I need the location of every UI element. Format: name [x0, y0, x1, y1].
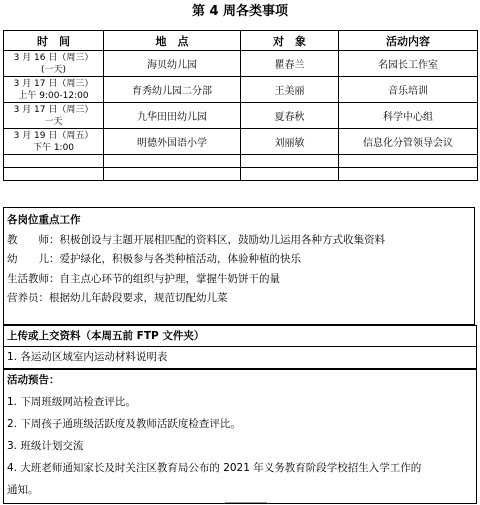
- row-duration: 一天: [44, 116, 63, 127]
- schedule-header-row: [4, 31, 478, 51]
- preview-item: 通知。: [7, 484, 39, 496]
- duty-text: 根据幼儿年龄段要求，规范切配幼儿菜: [49, 292, 228, 304]
- duty-item: [4, 250, 474, 270]
- row-time: [4, 51, 104, 77]
- row-date: 3 月 17 日（周三）: [13, 78, 94, 89]
- duty-text: 爱护绿化，积极参与各类种植活动，体验种植的快乐: [59, 253, 301, 265]
- row-time: [4, 103, 104, 129]
- row-place: 明德外国语小学: [104, 129, 241, 155]
- empty-row: [4, 155, 478, 168]
- duty-item: [4, 270, 474, 290]
- empty-row: [4, 168, 478, 181]
- row-target: 夏春秋: [241, 103, 339, 129]
- duties-heading: 各岗位重点工作: [7, 214, 81, 226]
- row-duration: 上午 9:00-12:00: [18, 90, 89, 101]
- row-activity: 音乐培训: [339, 77, 478, 103]
- header-place: 地 点: [104, 31, 241, 51]
- duty-role: 生活教师：: [7, 272, 60, 285]
- row-place: 九华田田幼儿园: [104, 103, 241, 129]
- preview-item: 1. 下周班级网站检查评比。: [7, 396, 136, 408]
- duty-text: 积极创设与主题开展相匹配的资料区，鼓励幼儿运用各种方式收集资料: [59, 233, 385, 246]
- header-activity: 活动内容: [339, 31, 478, 51]
- row-date: 3 月 16 日（周三）: [13, 52, 94, 63]
- duties-section: [3, 207, 475, 325]
- row-place: 海贝幼儿园: [104, 51, 241, 77]
- preview-item: 3. 班级计划交流: [7, 440, 84, 452]
- header-time: 时 间: [4, 31, 104, 51]
- row-target: 瞿春兰: [241, 51, 339, 77]
- duty-role: 营养员：: [7, 292, 49, 304]
- preview-section: [3, 368, 477, 504]
- table-row: [4, 103, 478, 129]
- page-title: 第 4 周各类事项: [191, 4, 289, 19]
- row-date: 3 月 19 日（周五）: [13, 130, 94, 141]
- table-row: [4, 77, 478, 103]
- preview-heading: 活动预告：: [7, 374, 60, 386]
- duty-role: 教 师：: [7, 233, 60, 246]
- row-date: 3 月 17 日（周三）: [13, 104, 94, 115]
- row-duration: 下午 1:00: [32, 142, 75, 153]
- schedule-table: [3, 30, 478, 181]
- row-activity: 名园长工作室: [339, 51, 478, 77]
- row-target: 刘丽敏: [241, 129, 339, 155]
- duty-role: 幼 儿：: [7, 253, 60, 265]
- row-activity: 信息化分管领导会议: [339, 129, 478, 155]
- duty-text: 自主点心环节的组织与护理，掌握牛奶饼干的量: [59, 272, 280, 285]
- preview-item: 4. 大班老师通知家长及时关注区教育局公布的 2021 年义务教育阶段学校招生入学工作的: [7, 462, 422, 474]
- row-target: 王美丽: [241, 77, 339, 103]
- header-target: 对 象: [241, 31, 339, 51]
- row-duration: (一天): [40, 64, 67, 75]
- duty-item: [4, 231, 474, 251]
- row-place: 育秀幼儿园二分部: [104, 77, 241, 103]
- upload-section: [3, 325, 477, 370]
- table-row: [4, 129, 478, 155]
- row-activity: 科学中心组: [339, 103, 478, 129]
- upload-item: 1. 各运动区域室内运动材料说明表: [4, 346, 476, 367]
- row-time: [4, 129, 104, 155]
- duty-item: [4, 289, 474, 309]
- footnote-divider: [225, 502, 267, 503]
- upload-heading: 上传或上交资料（本周五前 FTP 文件夹）: [7, 330, 205, 342]
- table-row: [4, 51, 478, 77]
- row-time: [4, 77, 104, 103]
- preview-item: 2. 下周孩子通班级活跃度及教师活跃度检查评比。: [7, 418, 241, 430]
